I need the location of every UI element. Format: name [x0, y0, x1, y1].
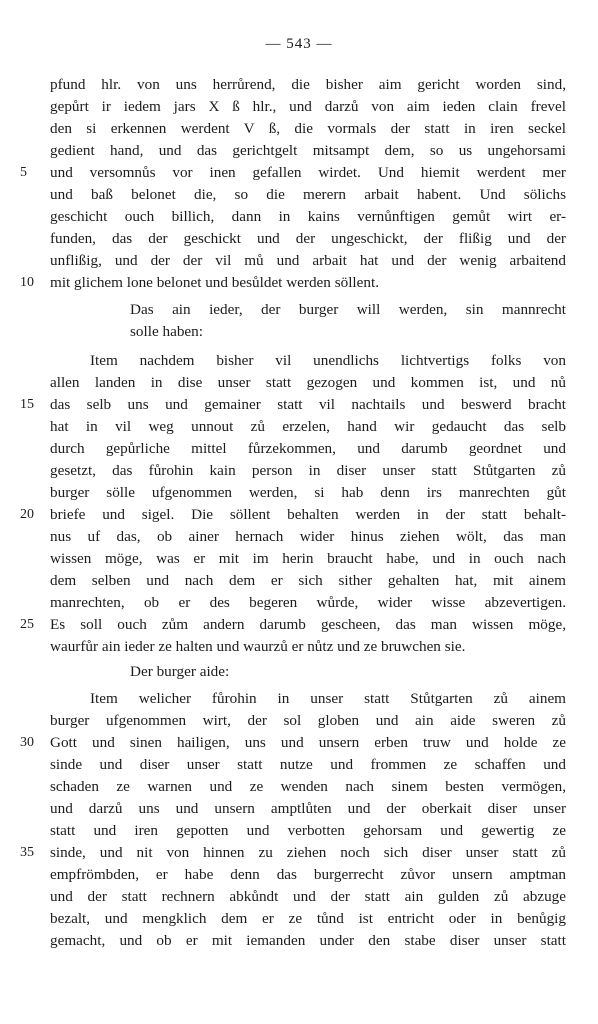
section-heading-line: Der burger aide: — [130, 663, 230, 680]
line-number: 35 — [20, 845, 34, 860]
text-line: burger sölle ufgenommen werden, si hab denn irs manrechten gůt — [50, 484, 566, 501]
text-line: briefe und sigel. Die söllent behalten werden in der statt behalt- — [50, 506, 566, 523]
text-line: sinde, und nit von hinnen zu ziehen noch sich diser unser statt zů — [50, 844, 566, 861]
text-line: gepůrt ir iedem jars X ß hlr., und darzů von aim ieden clain frevel — [50, 98, 566, 115]
text-line: Item nachdem bisher vil unendlichs lichtvertigs folks von — [90, 352, 566, 369]
text-line: allen landen in dise unser statt gezogen und kommen ist, und nů — [50, 374, 566, 391]
text-line: empfrömbden, er habe denn das burgerrecht zůvor unsern amptman — [50, 866, 566, 883]
line-number: 5 — [20, 165, 27, 180]
text-line: den si erkennen werdent V ß, die vormals der statt in iren seckel — [50, 120, 566, 137]
text-line: und versomnůs vor inen gefallen wirdet. Und hiemit werdent mer — [50, 164, 566, 181]
section-heading-line: solle haben: — [130, 323, 203, 340]
line-number: 30 — [20, 735, 34, 750]
text-line: Es soll ouch zům andern darumb gescheen, das man wissen möge, — [50, 616, 566, 633]
text-line: unflißig, und der der vil mů und arbait hat und der wenig arbaitend — [50, 252, 566, 269]
text-line: geschicht ouch billich, dann in kains vernůnftigen gemůt wirt er- — [50, 208, 566, 225]
text-line: waurfůr ain ieder ze halten und waurzů er nůtz und ze bruwchen sie. — [50, 638, 466, 655]
text-line: und der statt rechnern abkůndt und der statt ain gulden zů abzuge — [50, 888, 566, 905]
line-number: 20 — [20, 507, 34, 522]
text-line: und darzů uns und unsern amptlůten und der oberkait diser unser — [50, 800, 566, 817]
text-line: funden, das der geschickt und der ungeschickt, der flißig und der — [50, 230, 566, 247]
text-line: sinde und diser unser statt nutze und frommen ze schaffen und — [50, 756, 566, 773]
text-line: pfund hlr. von uns herrůrend, die bisher aim gericht worden sind, — [50, 76, 566, 93]
section-heading-line: Das ain ieder, der burger will werden, sin mannrecht — [130, 301, 566, 318]
page-number: — 543 — — [265, 36, 333, 52]
text-line: Item welicher fůrohin in unser statt Stůtgarten zů ainem — [90, 690, 566, 707]
text-line: hat in vil weg unnout zů erzelen, hand wir gedaucht das selb — [50, 418, 566, 435]
text-line: bezalt, und mengklich dem er ze tůnd ist entricht oder in benůgig — [50, 910, 566, 927]
text-line: mit glichem lone belonet und besůldet werden söllent. — [50, 274, 379, 291]
text-line: burger ufgenommen wirt, der sol globen und ain aide sweren zů — [50, 712, 566, 729]
text-line: gedient hand, und das gerichtgelt mitsampt dem, so us ungehorsami — [50, 142, 566, 159]
line-number: 10 — [20, 275, 34, 290]
text-line: statt und iren gepotten und verbotten gehorsam und gewertig ze — [50, 822, 566, 839]
text-line: gemacht, und ob er mit iemanden under den stabe diser unser statt — [50, 932, 566, 949]
text-line: dem selben und nach dem er sich sither gehalten hat, mit ainem — [50, 572, 566, 589]
text-line: manrechten, ob er des begeren wůrde, wider wisse abzevertigen. — [50, 594, 566, 611]
line-number: 25 — [20, 617, 34, 632]
text-line: schaden ze warnen und ze wenden nach sinem besten vermögen, — [50, 778, 566, 795]
text-line: durch gepůrliche mittel fůrzekommen, und darumb geordnet und — [50, 440, 566, 457]
line-number: 15 — [20, 397, 34, 412]
text-line: nus uf das, ob ainer hernach wider hinus ziehen wölt, das man — [50, 528, 566, 545]
text-line: wissen möge, was er mit im herin braucht habe, und in ouch nach — [50, 550, 566, 567]
text-line: Gott und sinen hailigen, uns und unsern erben truw und holde ze — [50, 734, 566, 751]
text-line: und baß belonet die, so die merern arbait habent. Und sölichs — [50, 186, 566, 203]
text-line: das selb uns und gemainer statt vil nachtails und beswerd bracht — [50, 396, 566, 413]
text-line: gesetzt, das fůrohin kain person in diser unser statt Stůtgarten zů — [50, 462, 566, 479]
